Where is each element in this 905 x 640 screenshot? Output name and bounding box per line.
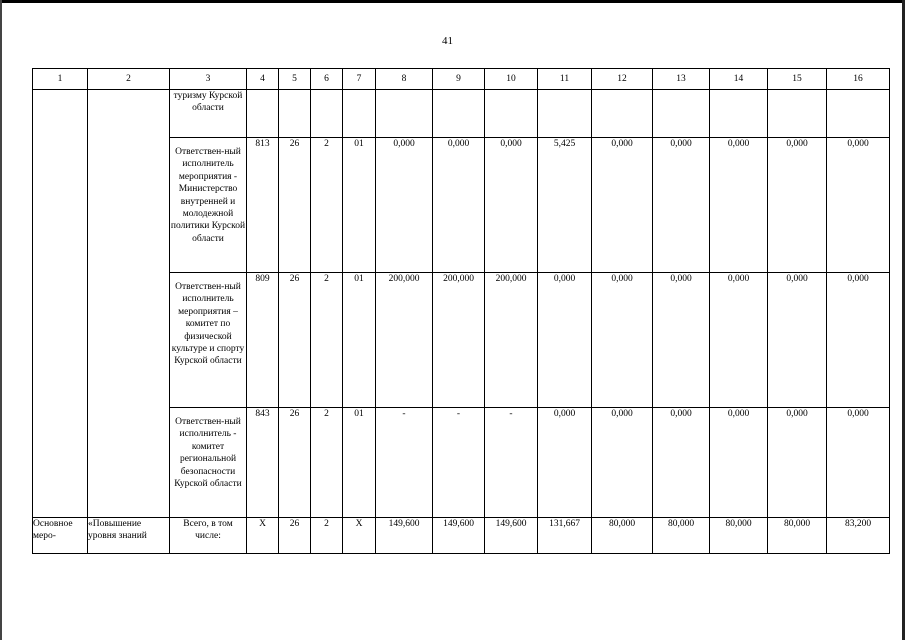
table-cell: 5,425 [538,138,592,273]
table-cell: 0,000 [653,138,710,273]
table-cell: 26 [279,273,311,408]
column-header: 14 [710,69,768,90]
page-top-edge [0,0,905,3]
table-cell: 200,000 [485,273,538,408]
table-cell: - [376,408,433,518]
table-cell: Х [247,518,279,554]
table-cell: 0,000 [768,138,827,273]
table-cell: 80,000 [592,518,653,554]
table-cell: 0,000 [710,408,768,518]
table-cell: 0,000 [827,273,890,408]
row-description: Ответствен-ный исполнитель мероприятия - Министерство внутренней и молодежной политики Курской области [170,138,247,273]
column-header: 2 [88,69,170,90]
table-cell: - [433,408,485,518]
column-header: 13 [653,69,710,90]
table-cell: 26 [279,518,311,554]
table-cell: 0,000 [376,138,433,273]
table-cell: Х [343,518,376,554]
table-cell: 2 [311,273,343,408]
table-cell: 0,000 [827,408,890,518]
column-header: 9 [433,69,485,90]
table-cell: 0,000 [592,408,653,518]
table-cell: 843 [247,408,279,518]
table-cell: 26 [279,408,311,518]
table-cell: 2 [311,518,343,554]
page-number: 41 [442,35,453,47]
table-cell: 0,000 [538,273,592,408]
table-row [33,90,890,138]
table-header-row [33,69,890,90]
row-description: Ответствен-ный исполнитель - комитет региональной безопасности Курской области [170,408,247,518]
row-description: Ответствен-ный исполнитель мероприятия – комитет по физической культуре и спорту Курской области [170,273,247,408]
table-cell: 149,600 [485,518,538,554]
table-cell [768,90,827,138]
main-activity-label: Основное меро- [33,518,88,554]
table-cell [827,90,890,138]
table-cell: 26 [279,138,311,273]
table-cell: 149,600 [376,518,433,554]
table-cell: 809 [247,273,279,408]
table-cell: 2 [311,138,343,273]
table-cell [279,90,311,138]
table-cell [592,90,653,138]
table-cell: 0,000 [433,138,485,273]
table-cell: 149,600 [433,518,485,554]
column-header: 12 [592,69,653,90]
table-cell: 813 [247,138,279,273]
table-cell: 0,000 [538,408,592,518]
merged-empty-cell [88,90,170,518]
column-header: 7 [343,69,376,90]
table-cell [247,90,279,138]
table-cell: 0,000 [768,408,827,518]
table-cell: 200,000 [376,273,433,408]
table-cell: 01 [343,273,376,408]
table-cell: 2 [311,408,343,518]
table-cell [433,90,485,138]
column-header: 5 [279,69,311,90]
table-cell: 0,000 [710,273,768,408]
column-header: 10 [485,69,538,90]
column-header: 6 [311,69,343,90]
table-cell: 0,000 [653,408,710,518]
column-header: 11 [538,69,592,90]
row-description: туризму Курской области [170,90,247,138]
table-cell: - [485,408,538,518]
column-header: 8 [376,69,433,90]
table-cell: 80,000 [710,518,768,554]
table-cell [376,90,433,138]
table-cell: 0,000 [592,273,653,408]
merged-empty-cell [33,90,88,518]
column-header: 1 [33,69,88,90]
table-row [33,518,890,554]
table-cell [485,90,538,138]
row-description: Всего, в том числе: [170,518,247,554]
table-cell [710,90,768,138]
table-cell [343,90,376,138]
table-cell [653,90,710,138]
table-cell: 0,000 [827,138,890,273]
table-cell: 0,000 [592,138,653,273]
table-cell: 0,000 [768,273,827,408]
page-left-edge [0,0,2,640]
table-cell: 01 [343,138,376,273]
table-cell: 0,000 [653,273,710,408]
column-header: 4 [247,69,279,90]
column-header: 3 [170,69,247,90]
table-cell: 80,000 [653,518,710,554]
table-cell [311,90,343,138]
table-cell: 131,667 [538,518,592,554]
budget-table [32,68,890,554]
table-cell: 83,200 [827,518,890,554]
table-cell [538,90,592,138]
table-cell: 200,000 [433,273,485,408]
table-cell: 0,000 [485,138,538,273]
table-cell: 01 [343,408,376,518]
activity-title: «Повышение уровня знаний [88,518,170,554]
table-cell: 80,000 [768,518,827,554]
table-cell: 0,000 [710,138,768,273]
column-header: 16 [827,69,890,90]
column-header: 15 [768,69,827,90]
